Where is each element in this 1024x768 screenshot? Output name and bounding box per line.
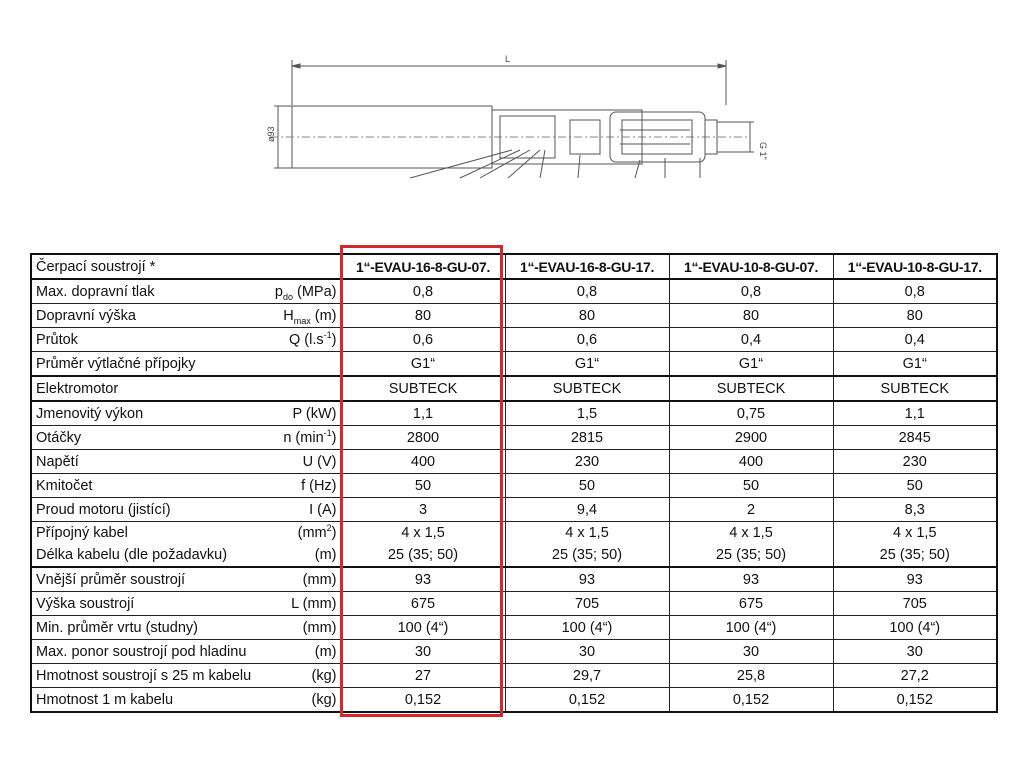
table-row xyxy=(31,474,997,498)
unit-text: f (Hz) xyxy=(301,477,337,494)
table-row xyxy=(31,567,997,592)
value-cell: 80 xyxy=(669,304,833,328)
model-header: 1“-EVAU-10-8-GU-07. xyxy=(669,254,833,279)
param-cell xyxy=(31,304,341,328)
value-cell: 8,3 xyxy=(833,498,997,522)
model-header: 1“-EVAU-10-8-GU-17. xyxy=(833,254,997,279)
model-header: 1“-EVAU-16-8-GU-17. xyxy=(505,254,669,279)
param-cell xyxy=(31,376,341,401)
header-row xyxy=(31,254,997,279)
table-row xyxy=(31,426,997,450)
param-cell xyxy=(31,450,341,474)
unit-text: (mm) xyxy=(302,571,337,588)
value-cell: 0,8 xyxy=(669,279,833,304)
value-cell: 3 xyxy=(341,498,505,522)
value-cell: 80 xyxy=(505,304,669,328)
value-cell: G1“ xyxy=(669,352,833,377)
value-cell: 400 xyxy=(669,450,833,474)
value-cell: 93 xyxy=(669,567,833,592)
param-cell xyxy=(31,474,341,498)
value-cell: 230 xyxy=(833,450,997,474)
param-unit xyxy=(303,617,337,639)
param-label: Kmitočet xyxy=(36,477,93,494)
value-cell: 0,75 xyxy=(669,401,833,426)
param-label: Max. dopravní tlak xyxy=(36,283,155,300)
value-cell: 2 xyxy=(669,498,833,522)
param-label: Hmotnost soustrojí s 25 m kabelu xyxy=(36,667,252,684)
value-cell: 50 xyxy=(341,474,505,498)
unit-sub: do xyxy=(282,291,293,302)
value-cell: 80 xyxy=(341,304,505,328)
value-line: 4 x 1,5 xyxy=(892,525,937,541)
value-cell: 0,8 xyxy=(833,279,997,304)
value-cell: 2815 xyxy=(505,426,669,450)
param-line xyxy=(36,522,337,544)
param-unit xyxy=(283,427,336,449)
table-row xyxy=(31,304,997,328)
unit-text: H xyxy=(283,307,294,324)
value-line: 25 (35; 50) xyxy=(551,547,623,563)
value-cell: SUBTECK xyxy=(833,376,997,401)
param-cell xyxy=(31,401,341,426)
unit-sup: 2 xyxy=(326,523,332,534)
unit-text: (m) xyxy=(310,307,337,324)
value-cell: 30 xyxy=(669,640,833,664)
param-unit xyxy=(289,329,337,351)
value-cell: 0,8 xyxy=(505,279,669,304)
table-row xyxy=(31,664,997,688)
value-cell: 0,8 xyxy=(341,279,505,304)
value-cell: 30 xyxy=(505,640,669,664)
length-label: L xyxy=(505,54,511,64)
value-cell: 50 xyxy=(505,474,669,498)
table-row xyxy=(31,592,997,616)
value-cell: G1“ xyxy=(505,352,669,377)
value-cell: SUBTECK xyxy=(505,376,669,401)
value-cell: 0,6 xyxy=(505,328,669,352)
value-cell: 400 xyxy=(341,450,505,474)
value-cell: 100 (4“) xyxy=(341,616,505,640)
param-label: Délka kabelu (dle požadavku) xyxy=(36,547,228,563)
param-label: Hmotnost 1 m kabelu xyxy=(36,691,174,708)
param-label: Min. průměr vrtu (studny) xyxy=(36,619,198,636)
param-label: Průtok xyxy=(36,331,78,348)
param-cell xyxy=(31,426,341,450)
value-cell: 30 xyxy=(341,640,505,664)
unit-sub: max xyxy=(293,315,311,326)
value-cell: SUBTECK xyxy=(669,376,833,401)
unit-text: n (min xyxy=(283,429,324,446)
param-unit xyxy=(301,475,336,497)
unit-text: (kg) xyxy=(311,667,337,684)
param-unit xyxy=(312,689,337,711)
param-cell xyxy=(31,522,341,568)
value-cell: 1,1 xyxy=(341,401,505,426)
param-cell xyxy=(31,279,341,304)
table-row xyxy=(31,688,997,713)
param-label: Vnější průměr soustrojí xyxy=(36,571,186,588)
table-row xyxy=(31,450,997,474)
model-header: 1“-EVAU-16-8-GU-07. xyxy=(341,254,505,279)
value-cell xyxy=(341,522,505,568)
param-label: Napětí xyxy=(36,453,79,470)
unit-sup: -1 xyxy=(323,427,332,438)
value-cell: 1,5 xyxy=(505,401,669,426)
value-cell: 27 xyxy=(341,664,505,688)
value-cell: 50 xyxy=(669,474,833,498)
param-unit xyxy=(291,593,336,615)
value-cell: 0,152 xyxy=(833,688,997,713)
param-cell xyxy=(31,640,341,664)
value-cell: 2845 xyxy=(833,426,997,450)
param-unit xyxy=(303,451,337,473)
unit-text: (mm) xyxy=(302,619,337,636)
spec-table xyxy=(30,253,998,713)
value-cell: 675 xyxy=(669,592,833,616)
unit-text: ) xyxy=(331,429,337,446)
value-cell: 0,152 xyxy=(341,688,505,713)
unit-text: L (mm) xyxy=(291,595,337,612)
value-line: 4 x 1,5 xyxy=(729,525,773,541)
unit-text: (m) xyxy=(314,643,337,660)
param-cell xyxy=(31,498,341,522)
param-cell xyxy=(31,328,341,352)
table-row xyxy=(31,279,997,304)
table-row xyxy=(31,376,997,401)
value-cell: G1“ xyxy=(833,352,997,377)
value-cell: 100 (4“) xyxy=(505,616,669,640)
value-cell xyxy=(833,522,997,568)
value-cell: 29,7 xyxy=(505,664,669,688)
header-label: Čerpací soustrojí * xyxy=(31,254,341,279)
param-label: Otáčky xyxy=(36,429,82,446)
value-cell: 80 xyxy=(833,304,997,328)
unit-text: (mm xyxy=(297,525,327,541)
param-cell xyxy=(31,567,341,592)
param-unit xyxy=(303,569,337,591)
value-line: 4 x 1,5 xyxy=(565,525,609,541)
unit-text: Q (l.s xyxy=(289,331,324,348)
param-cell xyxy=(31,352,341,377)
value-cell: SUBTECK xyxy=(341,376,505,401)
param-unit xyxy=(275,281,337,303)
param-label: Výška soustrojí xyxy=(36,595,135,612)
param-unit xyxy=(298,522,337,544)
param-unit xyxy=(312,665,337,687)
value-cell: 50 xyxy=(833,474,997,498)
value-cell: 93 xyxy=(341,567,505,592)
value-cell: 0,152 xyxy=(669,688,833,713)
diameter-label: ø93 xyxy=(266,126,276,142)
unit-text: ) xyxy=(331,331,337,348)
cable-row xyxy=(31,522,997,568)
param-cell xyxy=(31,688,341,713)
value-cell: 2900 xyxy=(669,426,833,450)
table-row xyxy=(31,401,997,426)
value-cell: 705 xyxy=(833,592,997,616)
unit-text: P (kW) xyxy=(292,405,337,422)
unit-text: I (A) xyxy=(309,501,337,518)
param-unit: (m) xyxy=(314,547,337,563)
unit-text: U (V) xyxy=(302,453,337,470)
param-label: Přípojný kabel xyxy=(36,525,128,541)
unit-text: (MPa) xyxy=(293,283,337,300)
value-cell: 100 (4“) xyxy=(833,616,997,640)
param-label: Průměr výtlačné přípojky xyxy=(36,355,196,372)
value-cell xyxy=(505,522,669,568)
value-cell: 9,4 xyxy=(505,498,669,522)
param-unit xyxy=(283,305,336,327)
param-cell xyxy=(31,616,341,640)
value-cell: 2800 xyxy=(341,426,505,450)
param-cell xyxy=(31,592,341,616)
table-row xyxy=(31,616,997,640)
value-cell: 27,2 xyxy=(833,664,997,688)
param-label: Proud motoru (jistící) xyxy=(36,501,171,518)
value-cell: 100 (4“) xyxy=(669,616,833,640)
unit-text: p xyxy=(274,283,283,300)
param-label: Max. ponor soustrojí pod hladinu xyxy=(36,643,247,660)
value-cell: 1,1 xyxy=(833,401,997,426)
value-line: 25 (35; 50) xyxy=(879,547,950,563)
value-cell: 93 xyxy=(833,567,997,592)
table-row xyxy=(31,498,997,522)
param-unit xyxy=(309,499,336,521)
thread-label: G 1" xyxy=(758,142,768,160)
value-cell: G1“ xyxy=(341,352,505,377)
value-cell: 705 xyxy=(505,592,669,616)
unit-text: (kg) xyxy=(311,691,337,708)
table-row xyxy=(31,640,997,664)
unit-text: ) xyxy=(331,525,337,541)
value-cell: 0,6 xyxy=(341,328,505,352)
value-line: 25 (35; 50) xyxy=(387,547,459,563)
value-cell xyxy=(669,522,833,568)
table-row xyxy=(31,352,997,377)
value-line: 25 (35; 50) xyxy=(715,547,787,563)
param-label: Dopravní výška xyxy=(36,307,136,324)
pump-technical-drawing xyxy=(230,50,790,180)
param-label: Elektromotor xyxy=(36,380,119,397)
param-label: Jmenovitý výkon xyxy=(36,405,144,422)
param-unit xyxy=(315,641,337,663)
value-cell: 0,4 xyxy=(669,328,833,352)
value-cell: 30 xyxy=(833,640,997,664)
value-cell: 675 xyxy=(341,592,505,616)
param-cell xyxy=(31,664,341,688)
value-cell: 0,4 xyxy=(833,328,997,352)
value-cell: 93 xyxy=(505,567,669,592)
table-row xyxy=(31,328,997,352)
value-cell: 230 xyxy=(505,450,669,474)
value-line: 4 x 1,5 xyxy=(401,525,445,541)
value-cell: 25,8 xyxy=(669,664,833,688)
param-unit xyxy=(292,403,336,425)
unit-sup: -1 xyxy=(323,329,332,340)
value-cell: 0,152 xyxy=(505,688,669,713)
